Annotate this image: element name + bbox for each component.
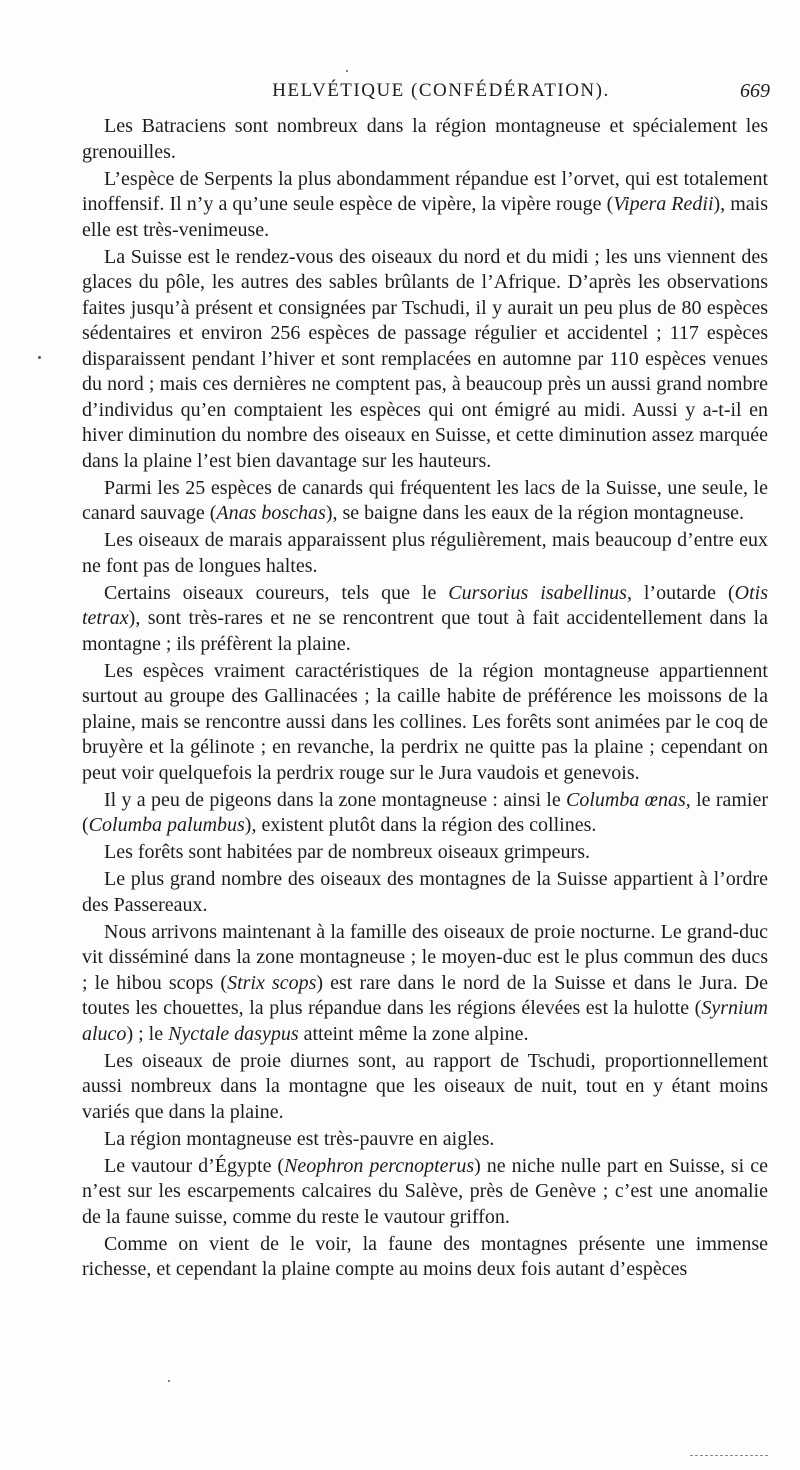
page-header [82,80,770,112]
text-run: Le vautour d’Égypte ( [104,1154,285,1177]
scientific-name: Syrnium aluco [82,997,768,1045]
paragraph [82,659,768,787]
paragraph [82,867,768,918]
text-run: Il y a peu de pigeons dans la zone montagneuse : ainsi le [104,788,567,811]
text-run: Les Batraciens sont nombreux dans la région montagneuse et spécialement les grenouilles. [82,115,768,163]
text-run: Les espèces vraiment caractéristiques de la région montagneuse appartiennent surtout au groupe des Gallinacées ; la caille habite de préférence les moissons de la plaine, mais se rencontre aussi dans les collines. Les forêts sont animées par le coq de bruyère et la gélinote ; en revanche, la perdrix ne quitte pas la plaine ; cependant on peut voir quelquefois la perdrix rouge sur le Jura vaudois et genevois. [82,659,768,784]
text-run: atteint même la zone alpine. [298,1022,529,1045]
scientific-name: Columba palumbus [88,814,245,836]
text-run: La région montagneuse est très-pauvre en aigles. [104,1127,495,1150]
paragraph [82,1127,768,1153]
body-text [82,114,768,1283]
paragraph [82,1154,768,1231]
paragraph [82,245,768,475]
text-run: ), se baigne dans les eaux de la région montagneuse. [325,502,745,524]
text-run: ), sont très-rares et ne se rencontrent que tout à fait accidentellement dans la montagne ; ils préfèrent la plaine. [82,607,768,655]
scientific-name: Nyctale dasypus [168,1022,299,1045]
text-run: ) ; le [126,1022,169,1045]
text-run: Nous arrivons maintenant à la famille des oiseaux de proie nocturne. Le grand-duc vit disséminé dans la zone montagneuse ; le moyen-duc est le plus commun des ducs ; le hibou scops ( [82,920,768,994]
text-run: Comme on vient de le voir, la faune des montagnes présente une immense richesse, et cependant la plaine compte au moins deux fois autant d’espèces [82,1232,768,1280]
text-run: L’espèce de Serpents la plus abondamment répandue est l’orvet, qui est totalement inoffensif. Il n’y a qu’une seule espèce de vipère, la vipère rouge ( [82,167,768,215]
text-run: ) est rare dans le nord de la Suisse et dans le Jura. De toutes les chouettes, la plus répandue dans les régions élevées est la hulotte ( [82,971,769,1019]
paragraph [82,1232,768,1283]
scan-speck [168,1380,170,1382]
scientific-name: Neophron percnopterus [284,1154,475,1177]
text-run: Les oiseaux de marais apparaissent plus régulièrement, mais beaucoup d’entre eux ne font pas de longues haltes. [82,529,768,577]
paragraph [82,920,768,1048]
text-run: ) ne niche nulle part en Suisse, si ce n’est sur les escarpements calcaires du Salève, près de Genève ; c’est une anomalie de la faune suisse, comme du reste le vautour griffon. [82,1154,768,1228]
scientific-name: Otis tetrax [82,581,768,629]
paragraph [82,1049,768,1126]
text-run: La Suisse est le rendez-vous des oiseaux du nord et du midi ; les uns viennent des glaces du pôle, les autres des sables brûlants de l’Afrique. D’après les observations faites jusqu’à présent et consignées par Tschudi, il y aurait un peu plus de 80 espèces sédentaires et environ 256 espèces de passage régulier et accidentel ; 117 espèces disparaissent pendant l’hiver et sont remplacées en automne par 110 espèces venues du nord ; mais ces dernières ne comptent pas, à beaucoup près un aussi grand nombre d’individus qu’en comptaient les espèces qui ont émigré au midi. Aussi y a-t-il en hiver diminution du nombre des oiseaux en Suisse, et cette diminution assez marquée dans la plaine l’est bien davantage sur les hauteurs. [82,245,768,472]
paragraph [82,476,768,527]
text-run: Parmi les 25 espèces de canards qui fréquentent les lacs de la Suisse, une seule, le canard sauvage ( [82,476,768,524]
paragraph [82,581,768,658]
text-run: Le plus grand nombre des oiseaux des montagnes de la Suisse appartient à l’ordre des Passereaux. [82,868,768,916]
text-run: , l’outarde ( [626,581,735,604]
page-number: 669 [740,80,770,102]
text-run: , le ramier ( [82,788,769,836]
scan-dash-line [690,1455,768,1456]
running-title: HELVÉTIQUE (CONFÉDÉRATION). [272,80,610,101]
text-run: Certains oiseaux coureurs, tels que le [104,581,449,604]
text-run: Les oiseaux de proie diurnes sont, au rapport de Tschudi, proportionnellement aussi nombreux dans la montagne que les oiseaux de nuit, tout en y étant moins variés que dans la plaine. [82,1049,768,1123]
text-run: ), existent plutôt dans la région des collines. [244,814,597,836]
text-run: ), mais elle est très-venimeuse. [82,193,768,241]
paragraph [82,114,768,165]
scan-speck [38,356,41,359]
scientific-name: Columba œnas [566,788,686,811]
scientific-name: Strix scops [227,971,317,994]
paragraph [82,840,768,866]
text-run: Les forêts sont habitées par de nombreux oiseaux grimpeurs. [104,841,590,863]
scientific-name: Vipera Redii [613,193,714,215]
scan-speck [346,70,348,72]
scientific-name: Cursorius isabellinus [448,581,627,604]
scientific-name: Anas boschas [216,502,326,524]
paragraph [82,788,768,839]
paragraph [82,167,768,244]
paragraph [82,528,768,579]
